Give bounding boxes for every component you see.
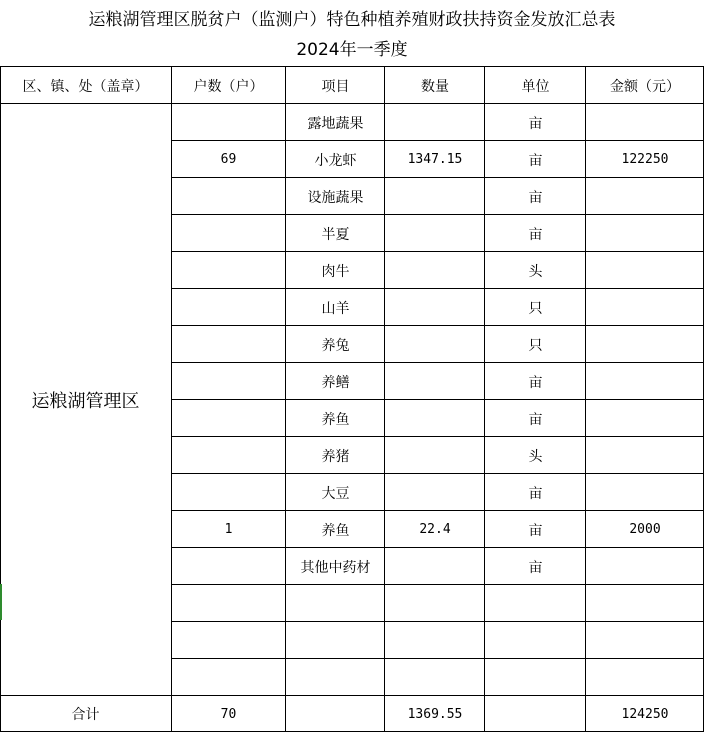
- row-households: 1: [224, 522, 233, 537]
- row-unit: [485, 585, 586, 622]
- row-quantity: [385, 104, 485, 141]
- row-households: [171, 178, 286, 215]
- row-amount: [586, 585, 704, 622]
- row-quantity: [385, 548, 485, 585]
- total-amount: 124250: [621, 706, 669, 722]
- grid-line: [171, 658, 704, 659]
- row-quantity: [385, 400, 485, 437]
- grid-line: [171, 325, 704, 326]
- row-item: 肉牛: [321, 263, 350, 280]
- row-households: [171, 326, 286, 363]
- total-households: 70: [220, 706, 237, 722]
- row-unit: 亩: [528, 411, 543, 428]
- total-quantity: 1369.55: [407, 706, 463, 722]
- row-amount: [586, 178, 704, 215]
- row-households: [171, 437, 286, 474]
- row-unit: 亩: [528, 522, 543, 539]
- header-region: 区、镇、处（盖章）: [22, 78, 149, 95]
- row-households: [171, 104, 286, 141]
- row-amount: [586, 363, 704, 400]
- row-amount: [586, 474, 704, 511]
- row-households: 69: [220, 152, 237, 167]
- row-quantity: [385, 437, 485, 474]
- row-unit: 只: [528, 337, 543, 354]
- grid-line: [171, 66, 172, 732]
- grid-line: [171, 399, 704, 400]
- row-item: 小龙虾: [314, 152, 357, 169]
- grid-line: [171, 547, 704, 548]
- row-amount: [586, 252, 704, 289]
- row-unit: 亩: [528, 226, 543, 243]
- row-unit: 亩: [528, 485, 543, 502]
- row-item: 设施蔬果: [307, 189, 364, 206]
- header-unit: 单位: [521, 78, 550, 95]
- grid-line: [285, 66, 286, 732]
- total-label: 合计: [71, 707, 100, 723]
- row-quantity: [385, 622, 485, 659]
- header-amount: 金额（元）: [610, 78, 680, 95]
- grid-line: [384, 66, 385, 732]
- row-amount: [586, 104, 704, 141]
- row-households: [171, 363, 286, 400]
- row-households: [171, 585, 286, 622]
- row-unit: 亩: [528, 115, 543, 132]
- row-unit: [485, 659, 586, 696]
- table-title: 运粮湖管理区脱贫户（监测户）特色种植养殖财政扶持资金发放汇总表: [88, 9, 616, 30]
- header-households: 户数（户）: [193, 78, 264, 95]
- grid-line: [171, 288, 704, 289]
- row-quantity: [385, 178, 485, 215]
- row-amount: [586, 622, 704, 659]
- grid-line: [0, 66, 704, 67]
- grid-line: [171, 214, 704, 215]
- grid-line: [171, 510, 704, 511]
- row-quantity: [385, 289, 485, 326]
- row-quantity: 1347.15: [407, 152, 463, 167]
- row-item: 露地蔬果: [307, 115, 364, 132]
- row-households: [171, 474, 286, 511]
- row-item: 养鱼: [321, 522, 350, 539]
- header-quantity: 数量: [421, 78, 449, 95]
- row-item: 山羊: [321, 300, 350, 317]
- grid-line: [0, 103, 704, 104]
- row-quantity: [385, 659, 485, 696]
- row-quantity: [385, 326, 485, 363]
- row-unit: [485, 622, 586, 659]
- row-item: 半夏: [321, 226, 350, 243]
- row-households: [171, 400, 286, 437]
- row-unit: 亩: [528, 559, 543, 576]
- row-unit: 亩: [528, 189, 543, 206]
- row-item: [286, 622, 385, 659]
- row-unit: 只: [528, 300, 543, 317]
- region-name: 运粮湖管理区: [31, 391, 140, 412]
- row-households: [171, 622, 286, 659]
- row-item: 养鱼: [321, 411, 350, 428]
- row-quantity: [385, 215, 485, 252]
- grid-line: [171, 177, 704, 178]
- row-item: 其他中药材: [300, 559, 371, 576]
- row-households: [171, 215, 286, 252]
- grid-line: [171, 140, 704, 141]
- row-quantity: [385, 474, 485, 511]
- row-unit: 亩: [528, 374, 543, 391]
- row-amount: 2000: [629, 522, 661, 537]
- row-quantity: [385, 252, 485, 289]
- row-quantity: [385, 585, 485, 622]
- row-item: 养鳝: [321, 374, 350, 391]
- selection-marker: [0, 584, 2, 620]
- row-unit: 头: [528, 263, 543, 280]
- row-item: [286, 659, 385, 696]
- grid-line: [0, 66, 1, 732]
- row-item: 养兔: [321, 337, 350, 354]
- row-amount: 122250: [621, 152, 669, 167]
- row-amount: [586, 548, 704, 585]
- grid-line: [585, 66, 586, 732]
- row-unit: 亩: [528, 152, 543, 169]
- grid-line: [171, 436, 704, 437]
- row-amount: [586, 326, 704, 363]
- row-households: [171, 548, 286, 585]
- grid-line: [0, 695, 704, 696]
- grid-line: [171, 473, 704, 474]
- row-amount: [586, 659, 704, 696]
- row-amount: [586, 289, 704, 326]
- row-item: 大豆: [321, 485, 350, 502]
- table-subtitle: 2024年一季度: [296, 39, 408, 60]
- row-households: [171, 289, 286, 326]
- grid-line: [171, 584, 704, 585]
- row-amount: [586, 437, 704, 474]
- row-item: [286, 585, 385, 622]
- row-item: 养猪: [321, 448, 350, 465]
- grid-line: [484, 66, 485, 732]
- row-quantity: [385, 363, 485, 400]
- grid-line: [171, 621, 704, 622]
- row-amount: [586, 400, 704, 437]
- header-item: 项目: [321, 78, 350, 95]
- row-households: [171, 659, 286, 696]
- row-households: [171, 252, 286, 289]
- row-amount: [586, 215, 704, 252]
- grid-line: [171, 251, 704, 252]
- row-unit: 头: [528, 448, 543, 465]
- total-item: [286, 696, 385, 732]
- total-unit: [485, 696, 586, 732]
- grid-line: [171, 362, 704, 363]
- row-quantity: 22.4: [419, 522, 451, 537]
